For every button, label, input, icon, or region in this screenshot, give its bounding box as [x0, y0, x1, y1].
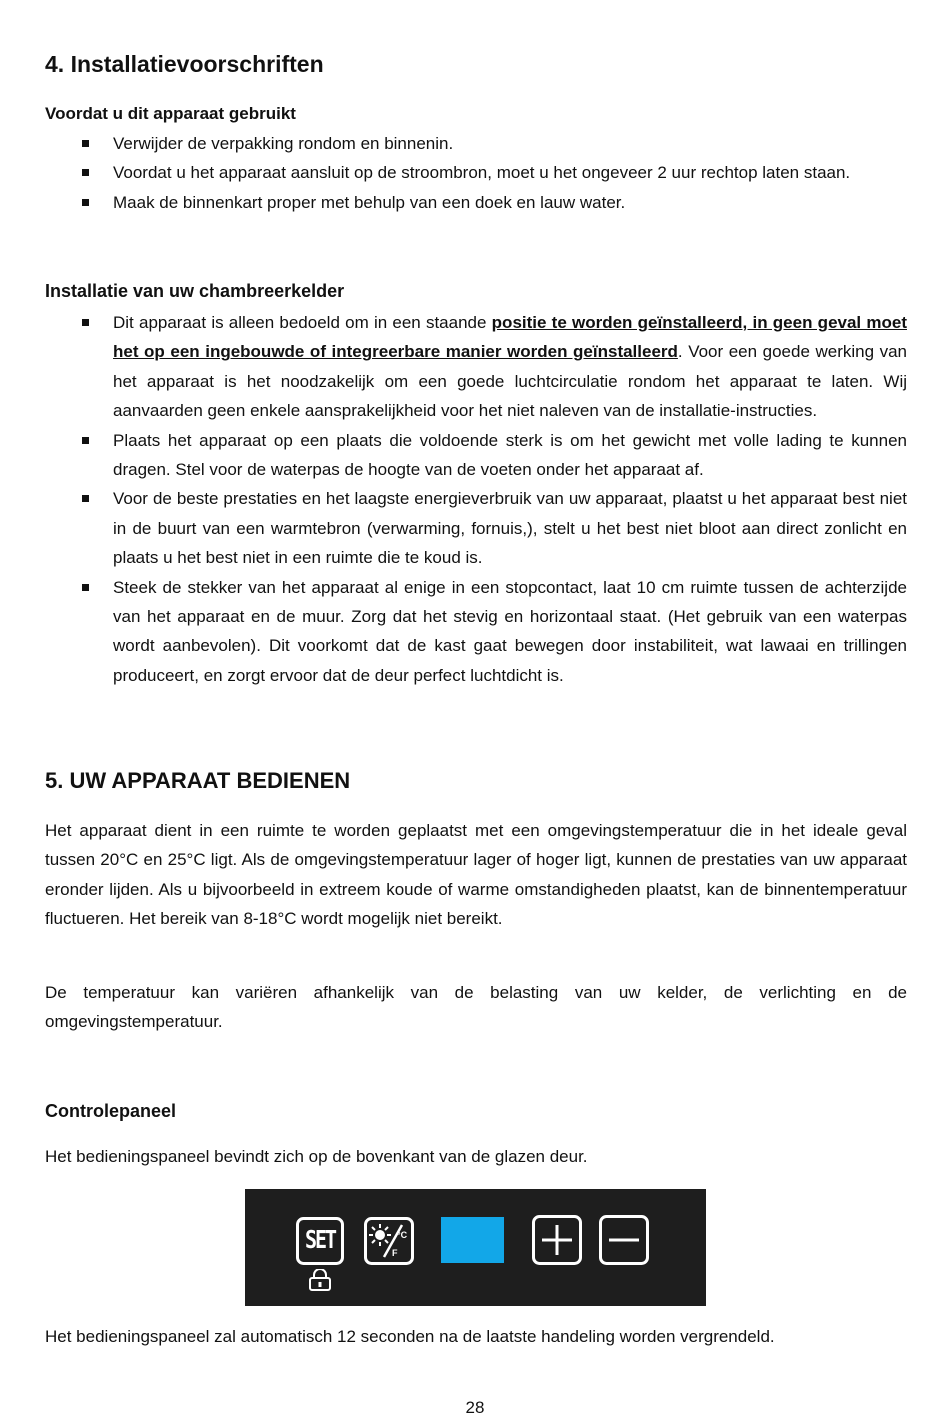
installation-list	[45, 308, 907, 690]
paragraph: Het apparaat dient in een ruimte te worden geplaatst met een omgevingstemperatuur die in het ideale geval tussen 20°C en 25°C ligt. Als de omgevingstemperatuur lager of hoger ligt, kunnen de prestaties van uw apparaat eronder lijden. Als u bijvoorbeeld in extreem koude of warme omstandigheden plaatst, kan de binnentemperatuur fluctueren. Het bereik van 8-18°C wordt mogelijk niet bereikt.	[45, 821, 907, 929]
set-button	[296, 1217, 344, 1265]
minus-button	[599, 1215, 649, 1265]
list-item: Maak de binnenkart proper met behulp van een doek en lauw water.	[45, 188, 907, 217]
section-5-paragraph	[45, 816, 907, 934]
plus-button	[532, 1215, 582, 1265]
before-use-list	[45, 129, 907, 217]
list-item: Plaats het apparaat op een plaats die voldoende sterk is om het gewicht met volle lading te kunnen dragen. Stel voor de waterpas de hoogte van de voeten onder het apparaat af.	[45, 426, 907, 485]
section-4-title: 4. Installatievoorschriften	[45, 51, 324, 77]
light-temp-unit-button	[364, 1217, 414, 1265]
light-icon	[369, 1224, 391, 1246]
unit-f-label: F	[392, 1248, 398, 1258]
list-item	[45, 308, 907, 426]
control-panel-image	[245, 1189, 706, 1306]
page-number: 28	[465, 1398, 485, 1417]
list-item: Steek de stekker van het apparaat al enige in een stopcontact, laat 10 cm ruimte tussen de achterzijde van het apparaat en de muur. Zorg dat het stevig en horizontaal staat. (Het gebruik van een waterpas wordt aanbevolen). Dit voorkomt dat de kast gaat bewegen door instabiliteit, wat lawaai en trillingen produceert, en zorgt ervoor dat de deur perfect luchtdicht is.	[45, 573, 907, 691]
section-5-title: 5. UW APPARAAT BEDIENEN	[45, 768, 351, 793]
section-5-paragraph	[45, 978, 907, 1037]
underlined-warning: positie te worden geïnstalleerd, in geen geval moet het op een ingebouwde of integreerbare manier worden geïnstalleerd	[113, 313, 907, 362]
paragraph: De temperatuur kan variëren afhankelijk van de belasting van uw kelder, de verlichting en de omgevingstemperatuur.	[45, 983, 907, 1032]
lock-icon	[308, 1269, 332, 1291]
list-item: Verwijder de verpakking rondom en binnenin.	[45, 129, 907, 158]
control-panel-heading: Controlepaneel	[45, 1101, 177, 1121]
display	[441, 1217, 504, 1263]
item-text: . Voor een goede werking van het apparaat is het noodzakelijk om een goede luchtcirculatie rondom het apparaat te laten. Wij aanvaarden geen enkele aansprakelijkheid voor het niet naleven van de installatie-instructies.	[113, 342, 908, 421]
item-text: Dit apparaat is alleen bedoeld om in een staande	[113, 313, 492, 332]
installation-heading: Installatie van uw chambreerkelder	[45, 281, 345, 301]
list-item: Voordat u het apparaat aansluit op de stroombron, moet u het ongeveer 2 uur rechtop laten staan.	[45, 158, 907, 187]
control-panel-note: Het bedieningspaneel zal automatisch 12 seconden na de laatste handeling worden vergrendeld.	[45, 1327, 775, 1346]
unit-c-label: °C	[397, 1230, 408, 1240]
before-use-heading: Voordat u dit apparaat gebruikt	[45, 104, 296, 123]
set-label: SET	[304, 1224, 336, 1254]
control-panel-intro: Het bedieningspaneel bevindt zich op de bovenkant van de glazen deur.	[45, 1147, 588, 1166]
list-item: Voor de beste prestaties en het laagste energieverbruik van uw apparaat, plaatst u het apparaat best niet in de buurt van een warmtebron (verwarming, fornuis,), stelt u het best niet bloot aan direct zonlicht en plaats u het best niet in een ruimte die te koud is.	[45, 484, 907, 572]
